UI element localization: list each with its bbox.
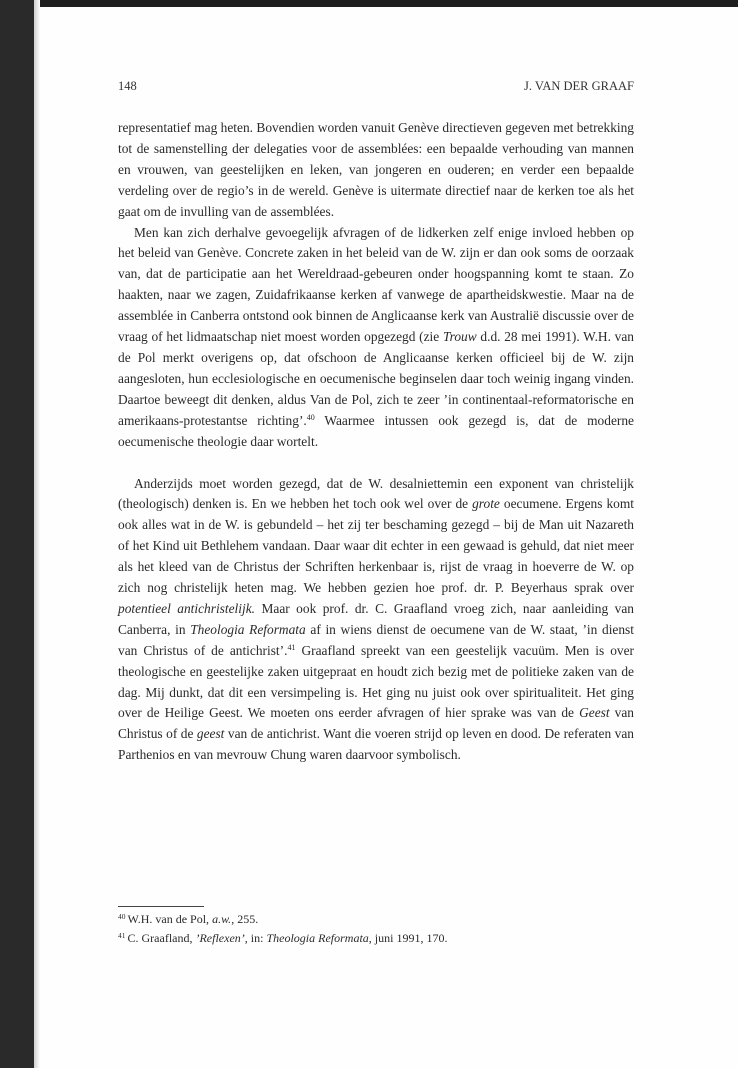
- paragraph-2-text-b: d.d. 28 mei 1991). W.H. van de Pol merkt overigens op, dat ofschoon de Anglicaanse kerken officieel bij de W. zijn aangesloten, hun ecclesiologische en oecumenische beginselen daar toch weinig ingang vinden. Daartoe beweegt dit denken, aldus Van de Pol, zich te zeer ’in continentaal-reformatorische en amerikaans-protestantse richting’.: [118, 329, 634, 428]
- footnote-41: [118, 929, 634, 948]
- footnote-ref-40[interactable]: 40: [306, 412, 315, 422]
- paragraph-3-text-e: Graafland spreekt van een geestelijk vacuüm. Men is over theologische en geestelijke zaken uitgepraat en houdt zich bezig met de politieke zaken van de dag. Mij dunkt, dat dit een versimpeling is. Het ging nu juist ook over spiritualiteit. Het ging over de Heilige Geest. We moeten ons eerder afvragen of hier sprake was van de: [118, 642, 634, 721]
- page-number: 148: [118, 79, 137, 93]
- scan-left-edge: [0, 0, 34, 1068]
- paragraph-1: [118, 118, 634, 223]
- running-title: J. VAN DER GRAAF: [524, 79, 634, 93]
- footnote-text: W.H. van de Pol,: [127, 912, 213, 926]
- paragraph-3-italic-theologia: Theologia Reformata: [190, 621, 306, 637]
- footnote-italic: ’Reflexen’: [195, 931, 245, 945]
- paragraph-1-text: representatief mag heten. Bovendien worden vanuit Genève directieven gegeven met betrekking tot de samenstelling der delegaties voor de assemblées: een bepaalde verhouding van mannen en vrouwen, van geestelijken en leken, van jongeren en ouderen; en verder een bepaalde verdeling over de regio’s in de wereld. Genève is uitermate directief naar de kerken toe als het gaat om de invulling van de assemblées.: [118, 120, 634, 219]
- footnote-number: 41: [118, 931, 126, 940]
- paragraph-3-text-f: van Christus of de: [118, 705, 634, 742]
- paragraph-3-text-g: van de antichrist. Want die voeren strijd op leven en dood. De referaten van Parthenios en van mevrouw Chung waren daarvoor symbolisch.: [118, 726, 634, 763]
- paragraph-3-italic-potentieel: potentieel antichristelijk.: [118, 600, 255, 616]
- footnote-mid: , in:: [244, 931, 267, 945]
- footnote-rule: [118, 906, 204, 907]
- footnote-number: 40: [118, 912, 126, 921]
- paragraph-2-text-c: Waarmee intussen ook gezegd is, dat de moderne oecumenische theologie daar wortelt.: [118, 412, 634, 449]
- footnote-text: C. Graafland,: [127, 931, 196, 945]
- paragraph-2: [118, 223, 634, 453]
- footnote-tail: , juni 1991, 170.: [368, 931, 448, 945]
- footnote-40: [118, 910, 634, 929]
- scan-top-edge: [0, 0, 738, 7]
- footnote-italic: a.w.: [212, 912, 232, 926]
- paragraph-3-text-c: Maar ook prof. dr. C. Graafland vroeg zich, naar aanleiding van Canberra, in: [118, 600, 634, 637]
- paragraph-3-text-b: oecumene. Ergens komt ook alles wat in de W. is gebundeld – het zij ter beschaming gezegd – bij de Man uit Nazareth of het Kind uit Bethlehem vandaan. Daar waar dit echter in een gewaad is gehuld, dat niet meer als het kleed van de Christus der Schriften herkenbaar is, rijst de vraag in hoeverre de W. op zich nog christelijk heten mag. We hebben gezien hoe prof. dr. P. Beyerhaus sprak over: [118, 496, 634, 596]
- footnotes: [118, 910, 634, 948]
- footnote-italic-journal: Theologia Reformata: [266, 931, 369, 945]
- footnote-tail: , 255.: [231, 912, 259, 926]
- paragraph-3-text-d: af in wiens dienst de oecumene van de W. staat, ’in dienst van Christus of de antichrist’.: [118, 621, 634, 658]
- paragraph-2-text-a: Men kan zich derhalve gevoegelijk afvragen of de lidkerken zelf enige invloed hebben op het beleid van Genève. Concrete zaken in het beleid van de W. zijn er dan ook soms de oorzaak van, dat de participatie aan het Wereldraad-gebeuren onder hoogspanning komt te staan. Zo haakten, naar we zagen, Zuidafrikaanse kerken af vanwege de apartheidskwestie. Maar na de assemblée in Canberra ontstond ook binnen de Anglicaanse kerk van Australië discussie over de vraag of het lidmaatschap niet moest worden opgezegd (zie: [118, 224, 634, 345]
- paragraph-3-italic-geest: Geest: [579, 705, 610, 721]
- paragraph-3-italic-geest-lower: geest: [196, 726, 225, 742]
- paragraph-3-text-a: Anderzijds moet worden gezegd, dat de W. desalniettemin een exponent van christelijk (theologisch) denken is. En we hebben het toch ook wel over de: [118, 475, 634, 512]
- running-header: [118, 79, 634, 94]
- body-text: [118, 118, 634, 766]
- paragraph-3: [118, 474, 634, 767]
- paragraph-2-italic-trouw: Trouw: [442, 329, 477, 345]
- paragraph-3-italic-grote: grote: [472, 496, 500, 512]
- footnote-ref-41[interactable]: 41: [287, 642, 296, 652]
